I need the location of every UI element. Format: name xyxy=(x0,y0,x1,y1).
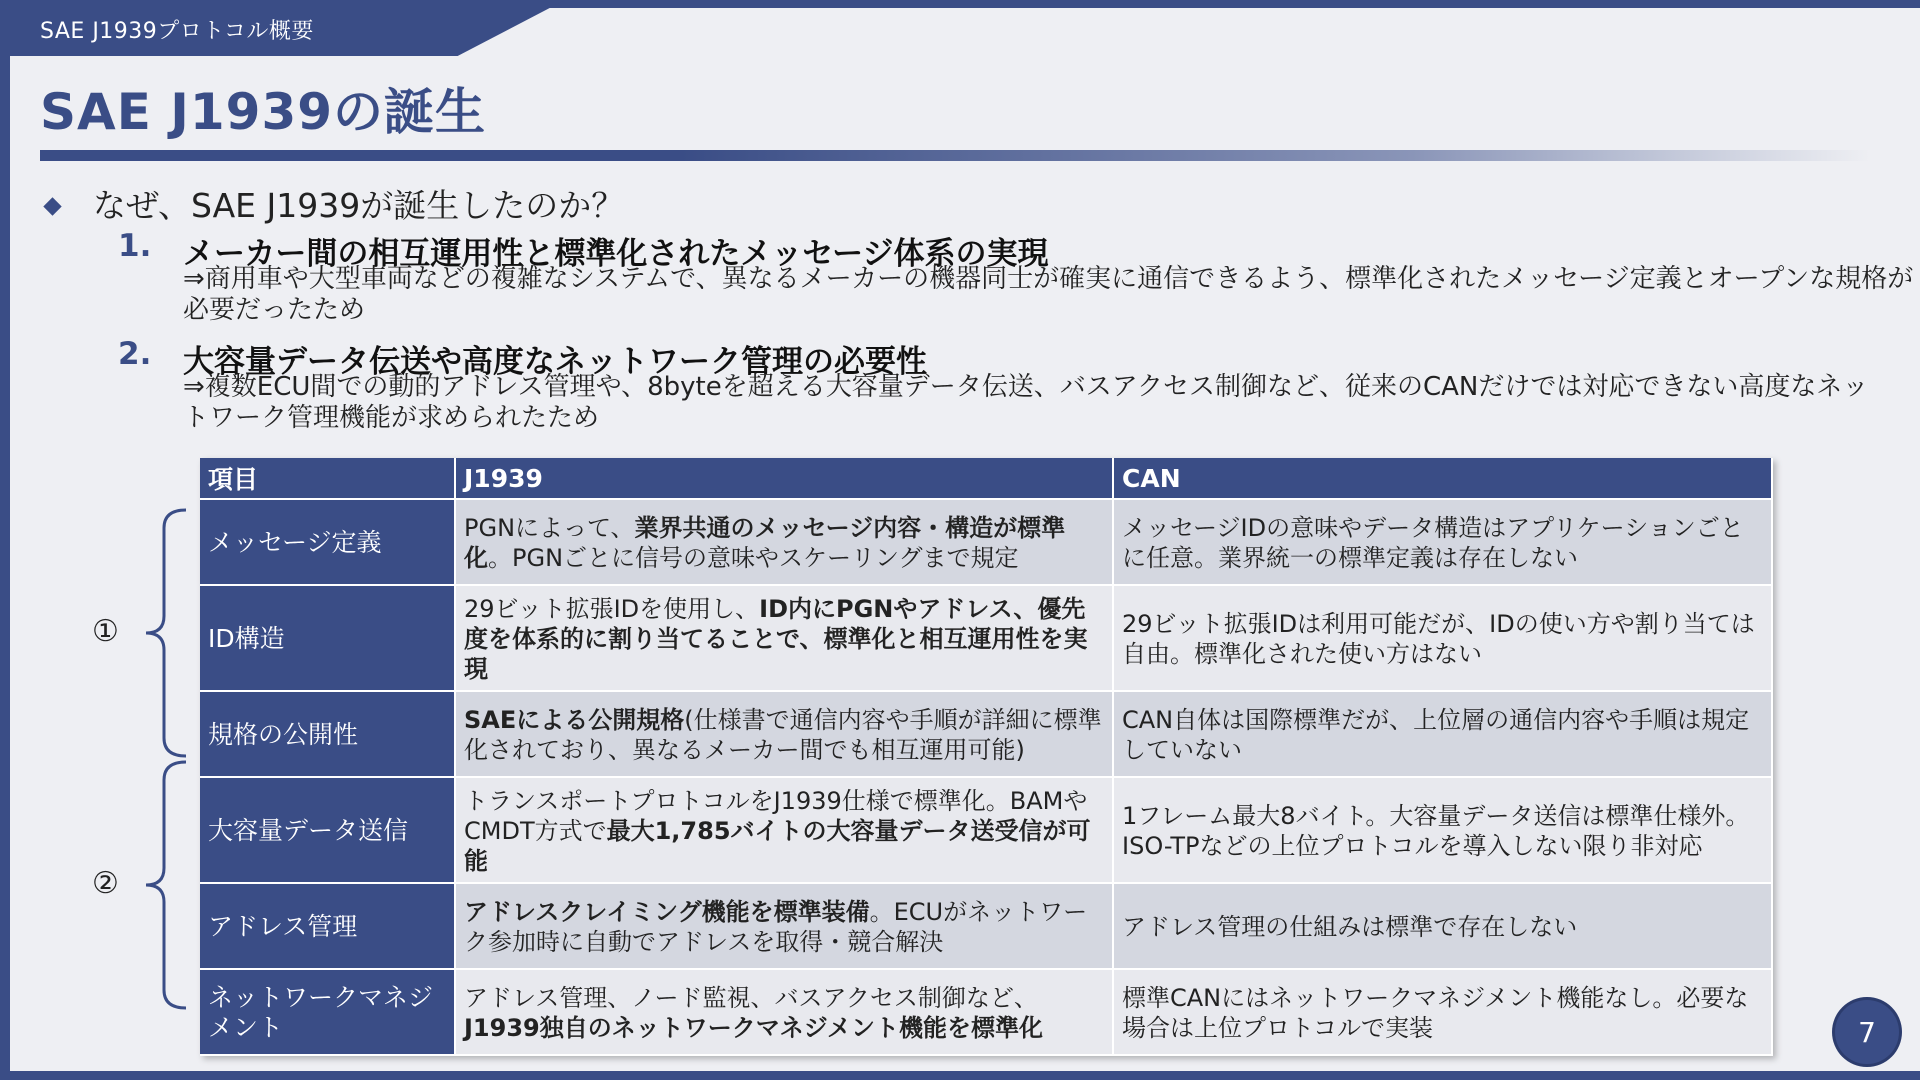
row-item-label: ネットワークマネジメント xyxy=(200,969,455,1055)
can-cell xyxy=(1113,969,1772,1055)
item-description: ⇒商用車や大型車両などの複雑なシステムで、異なるメーカーの機器同士が確実に通信できるよう、標準化されたメッセージ定義とオープンな規格が必要だったため xyxy=(183,264,1914,325)
group-2-brace xyxy=(140,760,190,1010)
j1939-cell xyxy=(455,883,1113,969)
j1939-cell xyxy=(455,499,1113,585)
text-segment: 29ビット拡張IDを使用し、 xyxy=(464,595,760,623)
can-cell xyxy=(1113,777,1772,883)
row-item-label: 大容量データ送信 xyxy=(200,777,455,883)
left-frame-bar xyxy=(0,0,10,1080)
can-cell xyxy=(1113,883,1772,969)
text-segment: メッセージIDの意味やデータ構造はアプリケーションごとに任意。業界統一の標準定義は存在しない xyxy=(1122,514,1744,572)
text-segment: アドレス管理、ノード監視、バスアクセス制御など、 xyxy=(464,984,1038,1012)
item-number: 2. xyxy=(118,336,152,372)
item-heading: メーカー間の相互運用性と標準化されたメッセージ体系の実現 xyxy=(183,236,1049,272)
group-2-label: ② xyxy=(92,866,119,901)
table-row xyxy=(200,883,1772,969)
group-1-label: ① xyxy=(92,614,119,649)
bold-text-segment: SAEによる公開規格 xyxy=(464,706,685,734)
page-number: 7 xyxy=(1835,1000,1899,1064)
j1939-cell xyxy=(455,585,1113,691)
title-underline xyxy=(40,150,1870,161)
item-description: ⇒複数ECU間での動的アドレス管理や、8byteを超える大容量データ伝送、バスアクセス制御など、従来のCANだけでは対応できない高度なネットワーク管理機能が求められたため xyxy=(183,372,1869,433)
table-row xyxy=(200,969,1772,1055)
question-bullet xyxy=(46,180,624,227)
text-segment: アドレス管理の仕組みは標準で存在しない xyxy=(1122,913,1578,941)
row-item-label: アドレス管理 xyxy=(200,883,455,969)
question-text: なぜ、SAE J1939が誕生したのか？ xyxy=(93,186,625,225)
table-row xyxy=(200,691,1772,777)
row-item-label: ID構造 xyxy=(200,585,455,691)
bottom-frame-bar xyxy=(0,1071,1920,1080)
top-frame-bar xyxy=(540,0,1920,8)
table-row xyxy=(200,777,1772,883)
can-cell xyxy=(1113,585,1772,691)
can-cell xyxy=(1113,691,1772,777)
text-segment: 。ECUがネットワーク参加時に自動でアドレスを取得・競合解決 xyxy=(464,898,1088,956)
bold-text-segment: アドレスクレイミング機能を標準装備 xyxy=(464,898,870,926)
header-item: 項目 xyxy=(200,458,455,499)
table-row xyxy=(200,499,1772,585)
item-number: 1. xyxy=(118,228,152,264)
row-item-label: メッセージ定義 xyxy=(200,499,455,585)
comparison-table xyxy=(200,458,1773,1056)
item-heading: 大容量データ伝送や高度なネットワーク管理の必要性 xyxy=(183,344,927,380)
j1939-cell xyxy=(455,777,1113,883)
bold-text-segment: 業界共通のメッセージ内容・構造が標準化 xyxy=(464,514,1066,572)
bold-text-segment: 最大1,785バイトの大容量データ送受信が可能 xyxy=(464,817,1091,875)
j1939-cell xyxy=(455,691,1113,777)
text-segment: トランスポートプロトコルをJ1939仕様で標準化。BAMやCMDT方式で xyxy=(464,787,1088,845)
row-item-label: 規格の公開性 xyxy=(200,691,455,777)
text-segment: 標準CANにはネットワークマネジメント機能なし。必要な場合は上位プロトコルで実装 xyxy=(1122,984,1749,1042)
text-segment: 。PGNごとに信号の意味やスケーリングまで規定 xyxy=(488,544,1019,572)
text-segment: PGNによって、 xyxy=(464,514,635,542)
text-segment: CAN自体は国際標準だが、上位層の通信内容や手順は規定していない xyxy=(1122,706,1750,764)
header-can: CAN xyxy=(1113,458,1772,499)
slide-title: SAE J1939の誕生 xyxy=(40,83,487,141)
group-1-brace xyxy=(140,508,190,758)
table-row xyxy=(200,585,1772,691)
header-j1939: J1939 xyxy=(455,458,1113,499)
bold-text-segment: ID内にPGNやアドレス、優先度を体系的に割り当てることで、標準化と相互運用性を実現 xyxy=(464,595,1088,683)
section-label: SAE J1939プロトコル概要 xyxy=(40,19,314,44)
table-header-row xyxy=(200,458,1772,499)
diamond-bullet-icon xyxy=(43,197,61,215)
text-segment: (仕様書で通信内容や手順が詳細に標準化されており、異なるメーカー間でも相互運用可能) xyxy=(464,706,1102,764)
can-cell xyxy=(1113,499,1772,585)
j1939-cell xyxy=(455,969,1113,1055)
bold-text-segment: J1939独自のネットワークマネジメント機能を標準化 xyxy=(464,1014,1044,1042)
text-segment: 1フレーム最大8バイト。大容量データ送信は標準仕様外。ISO-TPなどの上位プロトコルを導入しない限り非対応 xyxy=(1122,802,1750,860)
text-segment: 29ビット拡張IDは利用可能だが、IDの使い方や割り当ては自由。標準化された使い方はない xyxy=(1122,610,1755,668)
